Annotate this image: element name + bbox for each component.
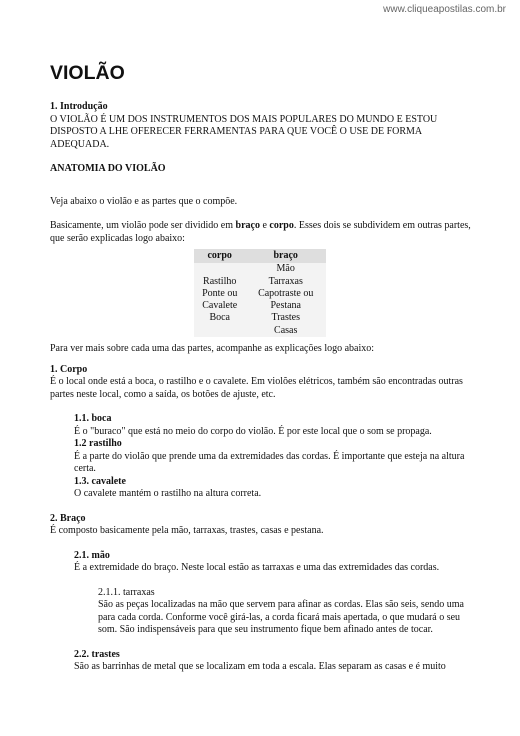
parts-table: [194, 249, 326, 337]
trastes-subsection: [74, 649, 480, 674]
intro-text: O VIOLÃO É UM DOS INSTRUMENTOS DOS MAIS POPULARES DO MUNDO E ESTOU DISPOSTO A LHE OFERECER FERRAMENTAS PARA QUE VOCÊ O USE DE FORMA ADEQUADA.: [50, 113, 438, 150]
boca-heading: 1.1. boca: [74, 413, 112, 425]
table-cell: Ponte ou: [194, 288, 245, 300]
table-row: [194, 300, 326, 312]
table-header-row: [194, 249, 326, 263]
anatomy-paragraph-1: Veja abaixo o violão e as partes que o compõe.: [50, 195, 238, 207]
table-cell: Rastilho: [194, 276, 245, 288]
braco-text: É composto basicamente pela mão, tarraxas, trastes, casas e pestana.: [50, 525, 324, 537]
table-cell: [194, 325, 245, 337]
mao-text: É a extremidade do braço. Neste local estão as tarraxas e uma das extremidades das cordas.: [74, 562, 440, 574]
cavalete-heading: 1.3. cavalete: [74, 475, 126, 487]
trastes-heading: 2.2. trastes: [74, 648, 120, 660]
boca-text: É o "buraco" que está no meio do corpo do violão. É por este local que o som se propaga.: [74, 425, 432, 437]
table-cell: Capotraste ou: [245, 288, 326, 300]
braco-heading: 2. Braço: [50, 512, 86, 524]
trastes-text: São as barrinhas de metal que se localizam em toda a escala. Elas separam as casas e é muito: [74, 661, 446, 673]
corpo-subsections: [74, 413, 480, 501]
table-cell: Cavalete: [194, 300, 245, 312]
table-cell: Mão: [245, 263, 326, 275]
page-title: VIOLÃO: [50, 62, 125, 84]
table-row: [194, 276, 326, 288]
tarraxas-subsection: [98, 587, 480, 637]
anatomy-paragraph-3: Para ver mais sobre cada uma das partes, acompanhe as explicações logo abaixo:: [50, 343, 375, 355]
table-cell: Pestana: [245, 300, 326, 312]
table-cell: Tarraxas: [245, 276, 326, 288]
table-header-corpo: corpo: [194, 249, 245, 263]
document-content: [50, 62, 480, 674]
rastilho-text: É a parte do violão que prende uma da extremidades das cordas. É importante que esteja na altura certa.: [74, 450, 465, 475]
anatomy-paragraph-2: Basicamente, um violão pode ser dividido em braço e corpo. Esses dois se subdividem em outras partes, que serão explicadas logo abaixo:: [50, 220, 471, 244]
table-header-braco: braço: [245, 249, 326, 263]
tarraxas-text: São as peças localizadas na mão que servem para afinar as cordas. Elas são seis, sendo uma para cada corda. Conforme você girá-las, a corda ficará mais apertada, o que mudará o seu som. São indispensáveis para que seu instrumento fique bem afinado antes de tocar.: [98, 599, 464, 636]
table-row: [194, 288, 326, 300]
anatomy-heading: ANATOMIA DO VIOLÃO: [50, 163, 166, 174]
corpo-text: É o local onde está a boca, o rastilho e o cavalete. Em violões elétricos, também são encontradas outras partes neste local, como a saída, os botões de ajuste, etc.: [50, 376, 463, 400]
rastilho-heading: 1.2 rastilho: [74, 438, 122, 450]
table-cell: [194, 263, 245, 275]
watermark-url[interactable]: www.cliqueapostilas.com.br: [383, 4, 506, 15]
table-cell: Boca: [194, 312, 245, 324]
table-row: [194, 325, 326, 337]
table-cell: Casas: [245, 325, 326, 337]
table-row: [194, 263, 326, 275]
tarraxas-heading: 2.1.1. tarraxas: [98, 586, 155, 598]
table-row: [194, 312, 326, 324]
mao-heading: 2.1. mão: [74, 549, 110, 561]
corpo-heading: 1. Corpo: [50, 363, 88, 375]
table-cell: Trastes: [245, 312, 326, 324]
cavalete-text: O cavalete mantém o rastilho na altura correta.: [74, 488, 262, 500]
intro-heading: 1. Introdução: [50, 101, 108, 112]
mao-subsection: [74, 550, 480, 575]
